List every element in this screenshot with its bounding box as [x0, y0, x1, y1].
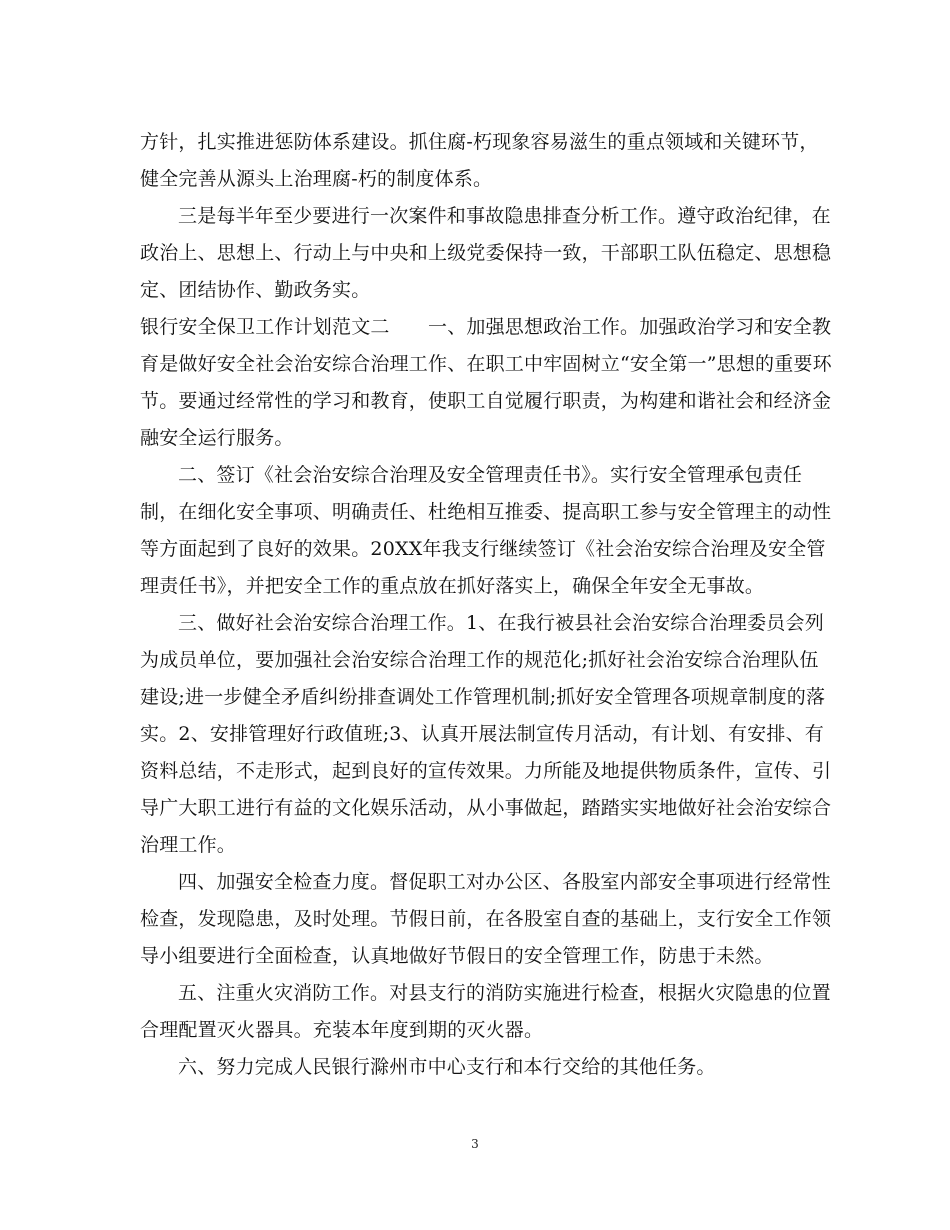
text-line: 实。2、安排管理好行政值班;3、认真开展法制宣传月活动，有计划、有安排、有: [140, 723, 824, 745]
text-line: 资料总结，不走形式，起到良好的宣传效果。力所能及地提供物质条件，宣传、引: [140, 760, 832, 782]
text-line: 健全完善从源头上治理腐-朽的制度体系。: [140, 168, 493, 190]
text-line: 节。要通过经常性的学习和教育，使职工自觉履行职责，为构建和谐社会和经济金: [140, 390, 832, 412]
paragraph-first-line: 四、加强安全检查力度。督促职工对办公区、各股室内部安全事项进行经常性: [178, 871, 831, 893]
text-line: 检查，发现隐患，及时处理。节假日前，在各股室自查的基础上，支行安全工作领: [140, 908, 832, 930]
text-line: 导小组要进行全面检查，认真地做好节假日的安全管理工作，防患于未然。: [140, 945, 774, 967]
paragraph-first-line: 五、注重火灾消防工作。对县支行的消防实施进行检查，根据火灾隐患的位置: [178, 982, 831, 1004]
paragraph-first-line: 二、签订《社会治安综合治理及安全管理责任书》。实行安全管理承包责任: [178, 464, 803, 486]
text-line: 建设;进一步健全矛盾纠纷排查调处工作管理机制;抓好安全管理各项规章制度的落: [140, 686, 826, 708]
text-line: 育是做好安全社会治安综合治理工作、在职工中牢固树立“安全第一”思想的重要环: [140, 353, 832, 375]
text-line: 为成员单位，要加强社会治安综合治理工作的规范化;抓好社会治安综合治理队伍: [140, 649, 819, 671]
text-line: 定、团结协作、勤政务实。: [140, 279, 371, 301]
text-line: 制，在细化安全事项、明确责任、杜绝相互推委、提高职工参与安全管理主的动性: [140, 501, 832, 523]
paragraph-first-line: 三、做好社会治安综合治理工作。1、在我行被县社会治安综合治理委员会列: [178, 612, 824, 634]
paragraph-first-line: 三是每半年至少要进行一次案件和事故隐患排查分析工作。遵守政治纪律，在: [178, 205, 831, 227]
text-line: 治理工作。: [140, 834, 237, 856]
text-line: 政治上、思想上、行动上与中央和上级党委保持一致，干部职工队伍稳定、思想稳: [140, 242, 832, 264]
text-line: 导广大职工进行有益的文化娱乐活动，从小事做起，踏踏实实地做好社会治安综合: [140, 797, 832, 819]
page-number: 3: [471, 1137, 479, 1151]
text-line: 方针，扎实推进惩防体系建设。抓住腐-朽现象容易滋生的重点领域和关键环节，: [140, 131, 819, 153]
section-heading-line: 银行安全保卫工作计划范文二 一、加强思想政治工作。加强政治学习和安全教: [140, 316, 832, 338]
paragraph-first-line: 六、努力完成人民银行滁州市中心支行和本行交给的其他任务。: [178, 1056, 716, 1078]
text-line: 融安全运行服务。: [140, 427, 294, 449]
text-line: 理责任书》，并把安全工作的重点放在抓好落实上，确保全年安全无事故。: [140, 575, 765, 597]
text-line: 等方面起到了良好的效果。20XX年我支行继续签订《社会治安综合治理及安全管: [140, 538, 826, 560]
text-line: 合理配置灭火器具。充装本年度到期的灭火器。: [140, 1019, 544, 1041]
